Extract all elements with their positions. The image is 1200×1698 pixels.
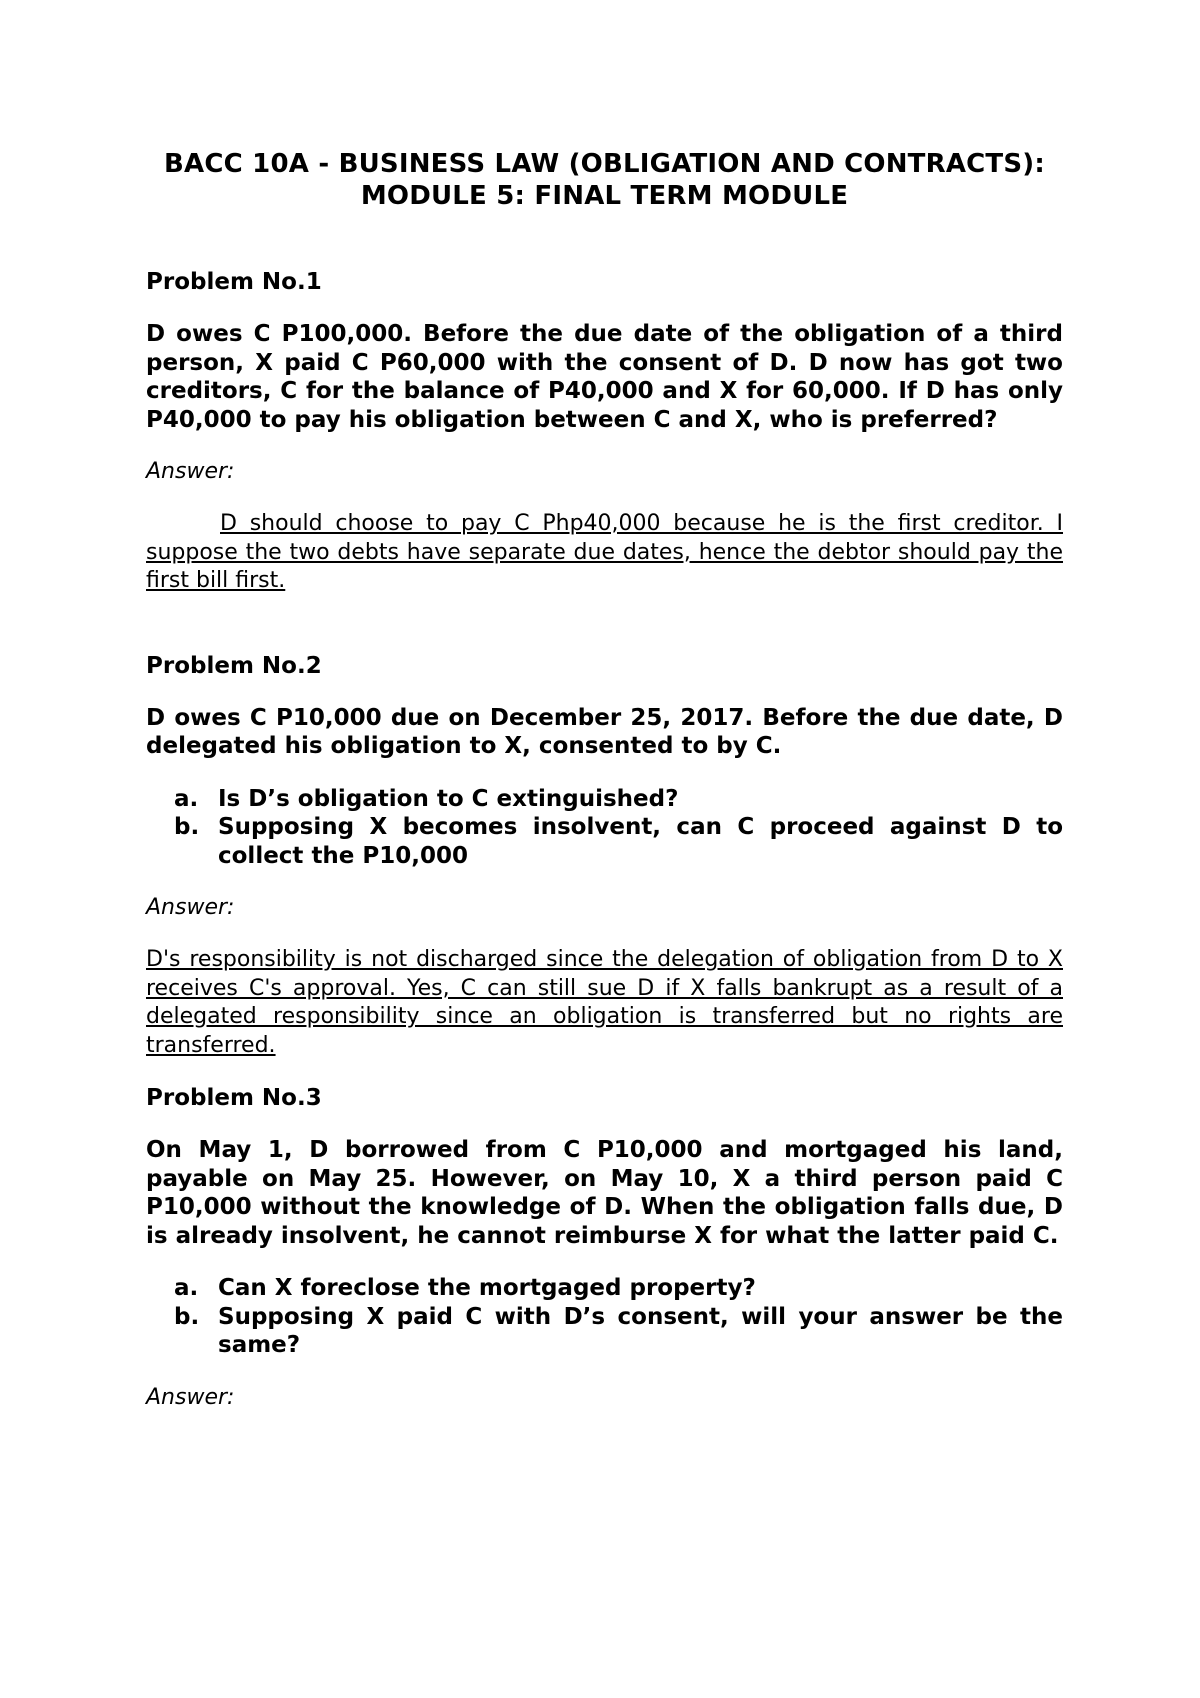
list-item xyxy=(146,1303,1063,1360)
problem-1-answer-label: Answer: xyxy=(146,459,235,484)
problem-3-statement: On May 1, D borrowed from C P10,000 and mortgaged his land, payable on May 25. However, on May 10, X a third person paid C P10,000 without the knowledge of D. When the obligation falls due, D is already insolvent, he cannot reimburse X for what the latter paid C. xyxy=(146,1137,1063,1249)
list-item xyxy=(146,1274,1063,1303)
problem-3 xyxy=(146,1084,1063,1412)
sub-question-text: Can X foreclose the mortgaged property? xyxy=(218,1275,756,1301)
list-marker: b. xyxy=(174,1303,200,1330)
problem-1 xyxy=(146,268,1063,596)
problem-1-statement: D owes C P100,000. Before the due date of the obligation of a third person, X paid C P60,000 with the consent of D. D now has got two creditors, C for the balance of P40,000 and X for 60,000. If D has only P40,000 to pay his obligation between C and X, who is preferred? xyxy=(146,321,1063,433)
list-item xyxy=(146,813,1063,870)
problem-2-heading: Problem No.2 xyxy=(146,652,322,679)
problem-2-sub-questions xyxy=(146,785,1063,871)
problem-2 xyxy=(146,652,1063,1061)
problem-1-answer: D should choose to pay C Php40,000 because he is the first creditor. I suppose the two debts have separate due dates, hence the debtor should pay the first bill first. xyxy=(146,511,1063,593)
problem-1-heading: Problem No.1 xyxy=(146,269,322,295)
list-item xyxy=(146,785,1063,814)
sub-question-text: Supposing X paid C with D’s consent, will your answer be the same? xyxy=(218,1303,1063,1358)
problem-3-sub-questions xyxy=(146,1274,1063,1360)
problem-2-answer-label: Answer: xyxy=(146,895,235,920)
sub-question-text: Is D’s obligation to C extinguished? xyxy=(218,785,679,812)
list-marker: a. xyxy=(174,1275,199,1301)
problem-3-answer-label: Answer: xyxy=(146,1384,235,1410)
document-title: BACC 10A - BUSINESS LAW (OBLIGATION AND CONTRACTS): MODULE 5: FINAL TERM MODULE xyxy=(164,149,1045,211)
problem-3-heading: Problem No.3 xyxy=(146,1085,322,1111)
list-marker: a. xyxy=(174,785,199,812)
problem-2-answer: D's responsibility is not discharged since the delegation of obligation from D to X receives C's approval. Yes, C can still sue D if X falls bankrupt as a result of a delegated responsibility since an obligation is transferred but no rights are transferred. xyxy=(146,947,1063,1058)
list-marker: b. xyxy=(174,814,200,840)
sub-question-text: Supposing X becomes insolvent, can C proceed against D to collect the P10,000 xyxy=(218,814,1063,869)
document-page xyxy=(146,138,1063,1412)
problem-2-statement: D owes C P10,000 due on December 25, 2017. Before the due date, D delegated his obligation to X, consented to by C. xyxy=(146,704,1063,759)
